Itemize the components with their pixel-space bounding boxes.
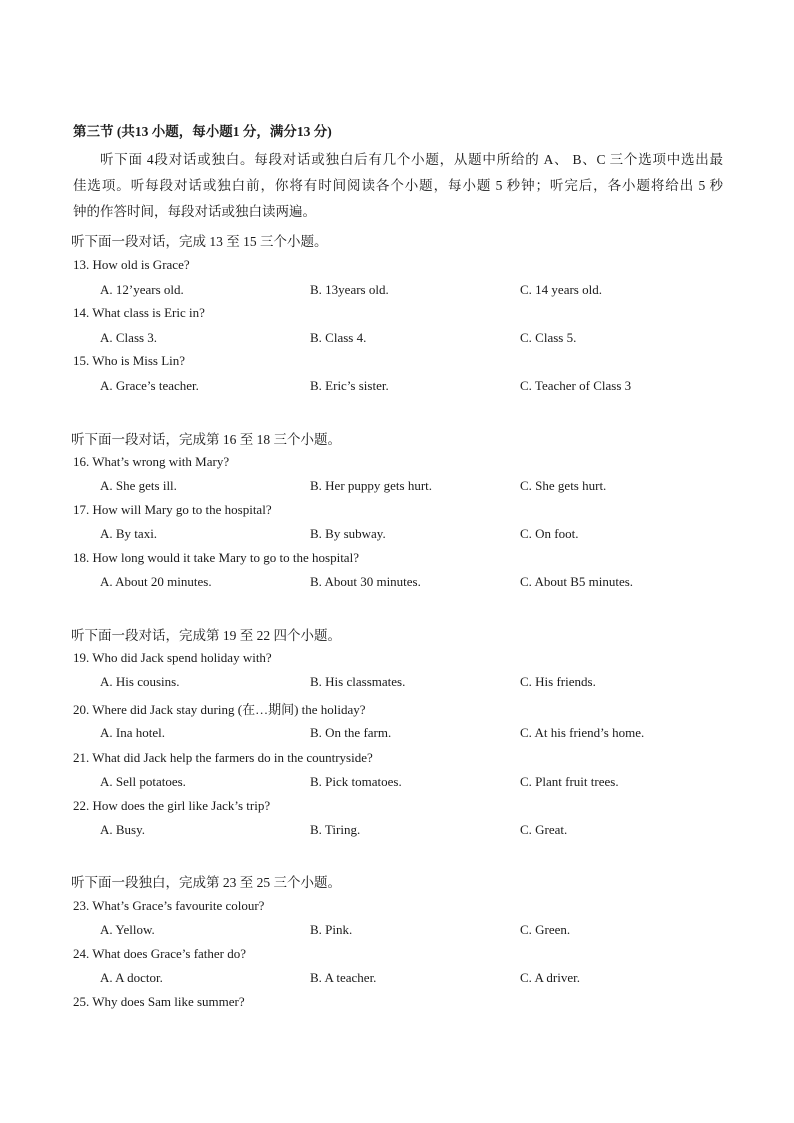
instruction-line: 钟的作答时间，每段对话或独白读两遍。 — [73, 204, 316, 219]
option-c: C. Great. — [520, 822, 568, 837]
option-a: A. By taxi. — [100, 526, 158, 541]
question-stem: 21. What did Jack help the farmers do in the countryside? — [73, 750, 373, 765]
instruction-line: 听下面 4段对话或独白。每段对话或独白后有几个小题，从题中所给的 A、 B、C 三个选项中选出最 — [100, 152, 723, 167]
question-stem: 25. Why does Sam like summer? — [73, 994, 245, 1009]
option-b: B. About 30 minutes. — [310, 574, 421, 589]
part-heading: 听下面一段对话，完成第 16 至 18 三个小题。 — [71, 432, 341, 447]
option-c: C. Class 5. — [520, 330, 577, 345]
question-stem: 19. Who did Jack spend holiday with? — [73, 650, 272, 665]
option-b: B. A teacher. — [310, 970, 377, 985]
option-b: B. Pick tomatoes. — [310, 774, 402, 789]
option-a: A. A doctor. — [100, 970, 163, 985]
option-a: A. Busy. — [100, 822, 146, 837]
option-a: A. She gets ill. — [100, 478, 177, 493]
option-c: C. Teacher of Class 3 — [520, 378, 632, 393]
section-instructions — [73, 147, 723, 225]
option-c: C. At his friend’s home. — [520, 725, 645, 740]
option-a: A. His cousins. — [100, 674, 180, 689]
option-a: A. Sell potatoes. — [100, 774, 186, 789]
question-stem: 24. What does Grace’s father do? — [73, 946, 247, 961]
option-c: C. She gets hurt. — [520, 478, 607, 493]
option-a: A. 12’years old. — [100, 282, 184, 297]
question-stem: 22. How does the girl like Jack’s trip? — [73, 798, 271, 813]
option-b: B. Eric’s sister. — [310, 378, 389, 393]
option-b: B. Her puppy gets hurt. — [310, 478, 433, 493]
question-stem: 18. How long would it take Mary to go to the hospital? — [73, 550, 359, 565]
option-c: C. Green. — [520, 922, 571, 937]
question-stem: 23. What’s Grace’s favourite colour? — [73, 898, 265, 913]
option-b: B. 13years old. — [310, 282, 389, 297]
question-stem: 14. What class is Eric in? — [73, 305, 205, 320]
option-a: A. Ina hotel. — [100, 725, 165, 740]
question-stem: 13. How old is Grace? — [73, 257, 190, 272]
option-a: A. Grace’s teacher. — [100, 378, 199, 393]
question-stem: 17. How will Mary go to the hospital? — [73, 502, 272, 517]
option-b: B. Tiring. — [310, 822, 361, 837]
option-c: C. Plant fruit trees. — [520, 774, 619, 789]
option-a: A. Class 3. — [100, 330, 158, 345]
option-a: A. Yellow. — [100, 922, 155, 937]
option-c: C. About B5 minutes. — [520, 574, 634, 589]
question-stem: 15. Who is Miss Lin? — [73, 353, 186, 368]
section-title: 第三节 (共13 小题，每小题1 分，满分13 分) — [73, 124, 332, 139]
option-b: B. His classmates. — [310, 674, 406, 689]
question-stem: 16. What’s wrong with Mary? — [73, 454, 230, 469]
part-heading: 听下面一段对话，完成第 19 至 22 四个小题。 — [71, 628, 341, 643]
option-c: C. 14 years old. — [520, 282, 602, 297]
option-c: C. On foot. — [520, 526, 579, 541]
option-b: B. By subway. — [310, 526, 386, 541]
question-stem: 20. Where did Jack stay during (在…期间) the holiday? — [73, 702, 366, 717]
instruction-line: 佳选项。听每段对话或独白前，你将有时间阅读各个小题，每小题 5 秒钟；听完后，各小题将给出 5 秒 — [73, 178, 723, 193]
option-b: B. Pink. — [310, 922, 353, 937]
option-c: C. His friends. — [520, 674, 596, 689]
option-c: C. A driver. — [520, 970, 580, 985]
part-heading: 听下面一段独白，完成第 23 至 25 三个小题。 — [71, 875, 341, 890]
option-b: B. On the farm. — [310, 725, 392, 740]
part-heading: 听下面一段对话，完成 13 至 15 三个小题。 — [71, 234, 328, 249]
option-a: A. About 20 minutes. — [100, 574, 212, 589]
option-b: B. Class 4. — [310, 330, 367, 345]
